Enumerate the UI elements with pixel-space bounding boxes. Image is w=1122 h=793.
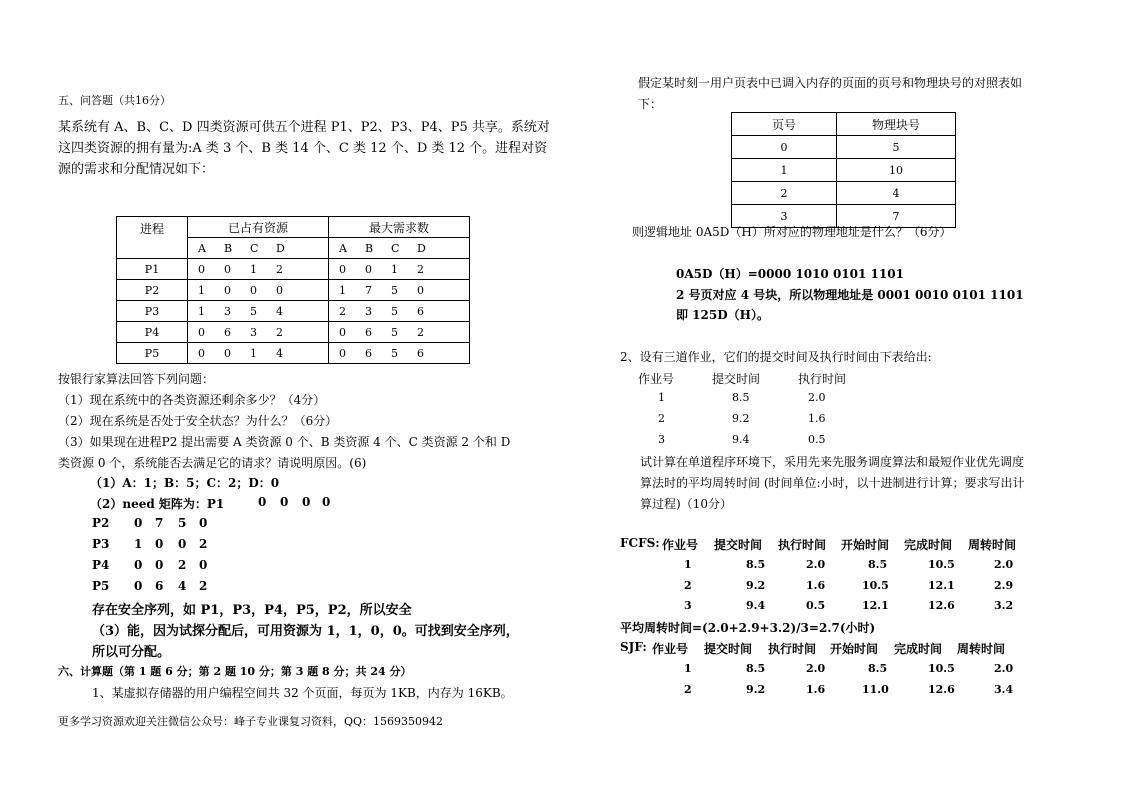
page-table-intro-line2: 下： (638, 97, 663, 111)
question-paragraph-line1: 某系统有 A、B、C、D 四类资源可供五个进程 P1、P2、P3、P4、P5 共享。系统对 (58, 120, 550, 135)
answer-3-line1: （3）能，因为试探分配后，可用资源为 1，1，0，0。可找到安全序列， (92, 624, 519, 639)
answer-3-line2: 所以可分配。 (92, 645, 171, 660)
table-row: P1 0 0 1 2 0 0 1 2 (117, 259, 470, 280)
question-2-title: 2、设有三道作业，它们的提交时间及执行时间由下表给出: (620, 350, 932, 364)
table-row: 0 5 (732, 136, 956, 159)
question-2-desc-line2: 算法时的平均周转时间 (时间单位:小时，以十进制进行计算；要求写出计 (640, 476, 1025, 490)
section6-title: 六、计算题（第 1 题 6 分；第 2 题 10 分；第 3 题 8 分；共 24 分） (58, 665, 412, 678)
sub-question-2: （2）现在系统是否处于安全状态？为什么？（6分） (58, 414, 338, 428)
address-answer-b: 2 号页对应 4 号块，所以物理地址是 0001 0010 0101 1101 (676, 288, 1024, 302)
section5-title: 五、问答题（共16分） (58, 94, 171, 107)
max-sub-letters: A B C D (329, 238, 470, 259)
table-row: 3 7 (732, 205, 956, 228)
question-paragraph-line2: 这四类资源的拥有量为:A 类 3 个、B 类 14 个、C 类 12 个、D 类 12 个。进程对资 (58, 141, 548, 156)
alloc-sub-letters: A B C D (188, 238, 329, 259)
sub-question-3-line2: 类资源 0 个，系统能否去满足它的请求？请说明原因。(6) (58, 456, 367, 470)
page-table (731, 112, 956, 228)
table-row: P2 1 0 0 0 1 7 5 0 (117, 280, 470, 301)
question-2-desc-line1: 试计算在单道程序环境下，采用先来先服务调度算法和最短作业优先调度 (640, 455, 1025, 469)
table-row: P3 1 3 5 4 2 3 5 6 (117, 301, 470, 322)
col-max-demand: 最大需求数 (329, 217, 470, 238)
answer-1: （1）A：1；B：5；C：2；D：0 (90, 476, 280, 490)
address-answer-a: 0A5D（H）=0000 1010 0101 1101 (676, 267, 904, 281)
address-question: 则逻辑地址 0A5D（H）所对应的物理地址是什么？（6分） (632, 225, 952, 239)
question-2-desc-line3: 算过程)（10分） (640, 497, 732, 511)
table-row: 1 10 (732, 159, 956, 182)
col-page-number: 页号 (732, 113, 837, 136)
safe-sequence: 存在安全序列，如 P1，P3，P4，P5，P2，所以安全 (92, 603, 412, 618)
table-row: P4 0 6 3 2 0 6 5 2 (117, 322, 470, 343)
col-allocated: 已占有资源 (188, 217, 329, 238)
sub-question-1: （1）现在系统中的各类资源还剩余多少？（4分） (58, 393, 326, 407)
table-row: 2 4 (732, 182, 956, 205)
sub-question-3-line1: （3）如果现在进程P2 提出需要 A 类资源 0 个、B 类资源 4 个、C 类资源 2 个和 D (58, 435, 511, 449)
answer-2-label: （2）need 矩阵为：P1 (90, 497, 225, 511)
banker-intro: 按银行家算法回答下列问题： (58, 372, 215, 386)
footer-note: 更多学习资源欢迎关注微信公众号：峰子专业课复习资料，QQ：1569350942 (58, 715, 444, 728)
table-row: P5 0 0 1 4 0 6 5 6 (117, 343, 470, 364)
col-block-number: 物理块号 (837, 113, 956, 136)
resource-table (116, 216, 470, 364)
page-table-intro-line1: 假定某时刻一用户页表中已调入内存的页面的页号和物理块号的对照表如 (638, 76, 1023, 90)
fcfs-average: 平均周转时间=(2.0+2.9+3.2)/3=2.7(小时) (620, 621, 876, 635)
calc-question-1: 1、某虚拟存储器的用户编程空间共 32 个页面，每页为 1KB，内存为 16KB。 (92, 686, 513, 700)
address-answer-c: 即 125D（H）。 (676, 308, 769, 322)
col-process: 进程 (117, 217, 188, 259)
question-paragraph-line3: 源的需求和分配情况如下： (58, 162, 215, 177)
